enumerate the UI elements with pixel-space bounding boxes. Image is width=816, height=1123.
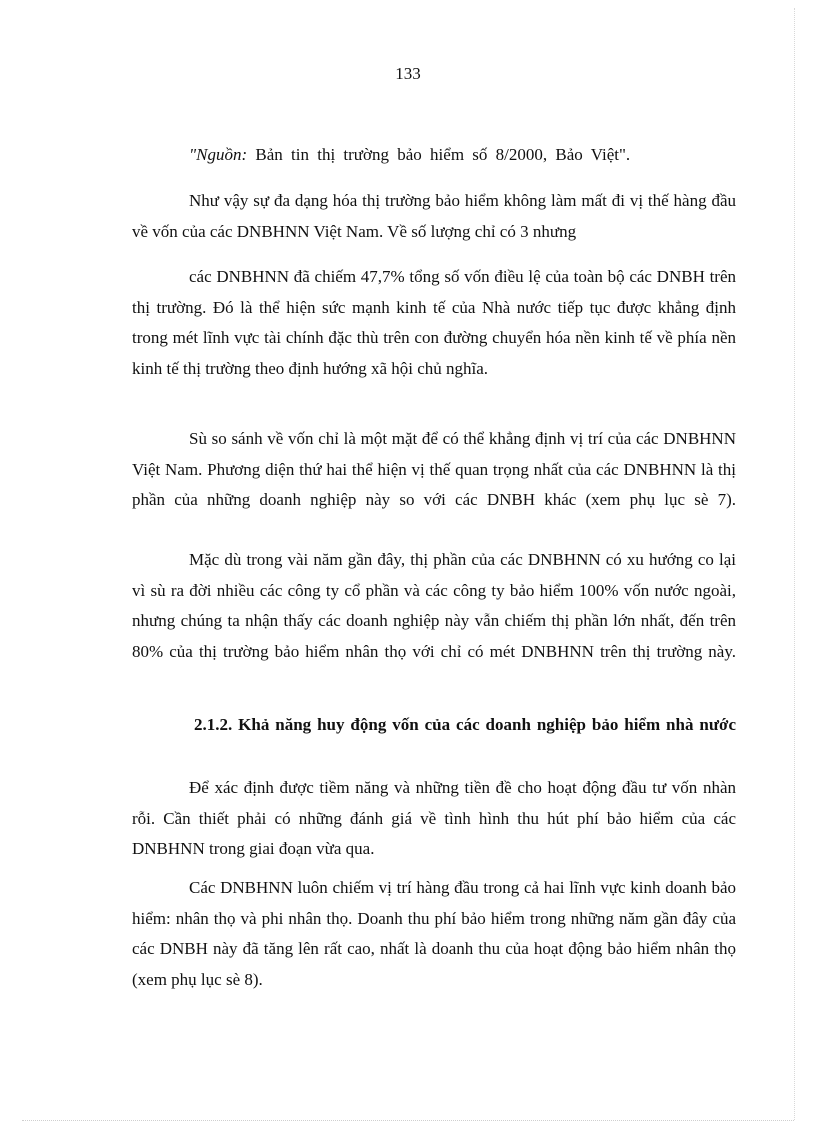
paragraph-premium-revenue: Các DNBHNN luôn chiếm vị trí hàng đầu trong cả hai lĩnh vực kinh doanh bảo hiểm: nhân thọ và phi nhân thọ. Doanh thu phí bảo hiểm trong những năm gần đây của các DNBH này đã tăng lên rất cao, nhất là doanh thu của hoạt động bảo hiểm nhân thọ (xem phụ lục sè 8). bbox=[132, 878, 736, 989]
paragraph-market-share-comparison: Sù so sánh về vốn chỉ là một mặt để có thể khẳng định vị trí của các DNBHNN Việt Nam. Phương diện thứ hai thể hiện vị thế quan trọng nhất của các DNBHNN là thị phần của những doanh nghiệp này so với các DNBH khác (xem phụ lục sè 7). bbox=[132, 429, 736, 509]
source-text: Bản tin thị trường bảo hiểm số 8/2000, Bảo Việt". bbox=[247, 145, 631, 164]
page-bottom-rule bbox=[22, 1120, 794, 1121]
source-citation bbox=[132, 140, 736, 171]
page-edge-rule bbox=[794, 8, 795, 1120]
section-heading-2-1-2: 2.1.2. Khả năng huy động vốn của các doanh nghiệp bảo hiểm nhà nước bbox=[194, 715, 736, 734]
paragraph-charter-capital: các DNBHNN đã chiếm 47,7% tổng số vốn điều lệ của toàn bộ các DNBH trên thị trường. Đó là thể hiện sức mạnh kinh tế của Nhà nước tiếp tục được khẳng định trong mét lĩnh vực tài chính đặc thù trên con đường chuyển hóa nền kinh tế về phía nền kinh tế thị trường theo định hướng xã hội chủ nghĩa. bbox=[132, 267, 736, 378]
paragraph-market-share-trend: Mặc dù trong vài năm gần đây, thị phần của các DNBHNN có xu hướng co lại vì sù ra đời nhiều các công ty cổ phần và các công ty bảo hiểm 100% vốn nước ngoài, nhưng chúng ta nhận thấy các doanh nghiệp này vẫn chiếm thị phần lớn nhất, đến trên 80% của thị trường bảo hiểm nhân thọ với chỉ có mét DNBHNN trên thị trường này. bbox=[132, 550, 736, 661]
paragraph-idle-capital: Để xác định được tiềm năng và những tiền đề cho hoạt động đầu tư vốn nhàn rỗi. Cần thiết phải có những đánh giá về tình hình thu hút phí bảo hiểm của các DNBHNN trong giai đoạn vừa qua. bbox=[132, 778, 736, 858]
source-label: "Nguồn: bbox=[189, 145, 248, 164]
page-number: 133 bbox=[395, 64, 421, 83]
paragraph-capital-position: Như vậy sự đa dạng hóa thị trường bảo hiểm không làm mất đi vị thế hàng đầu về vốn của các DNBHNN Việt Nam. Về số lượng chỉ có 3 nhưng bbox=[132, 191, 736, 241]
